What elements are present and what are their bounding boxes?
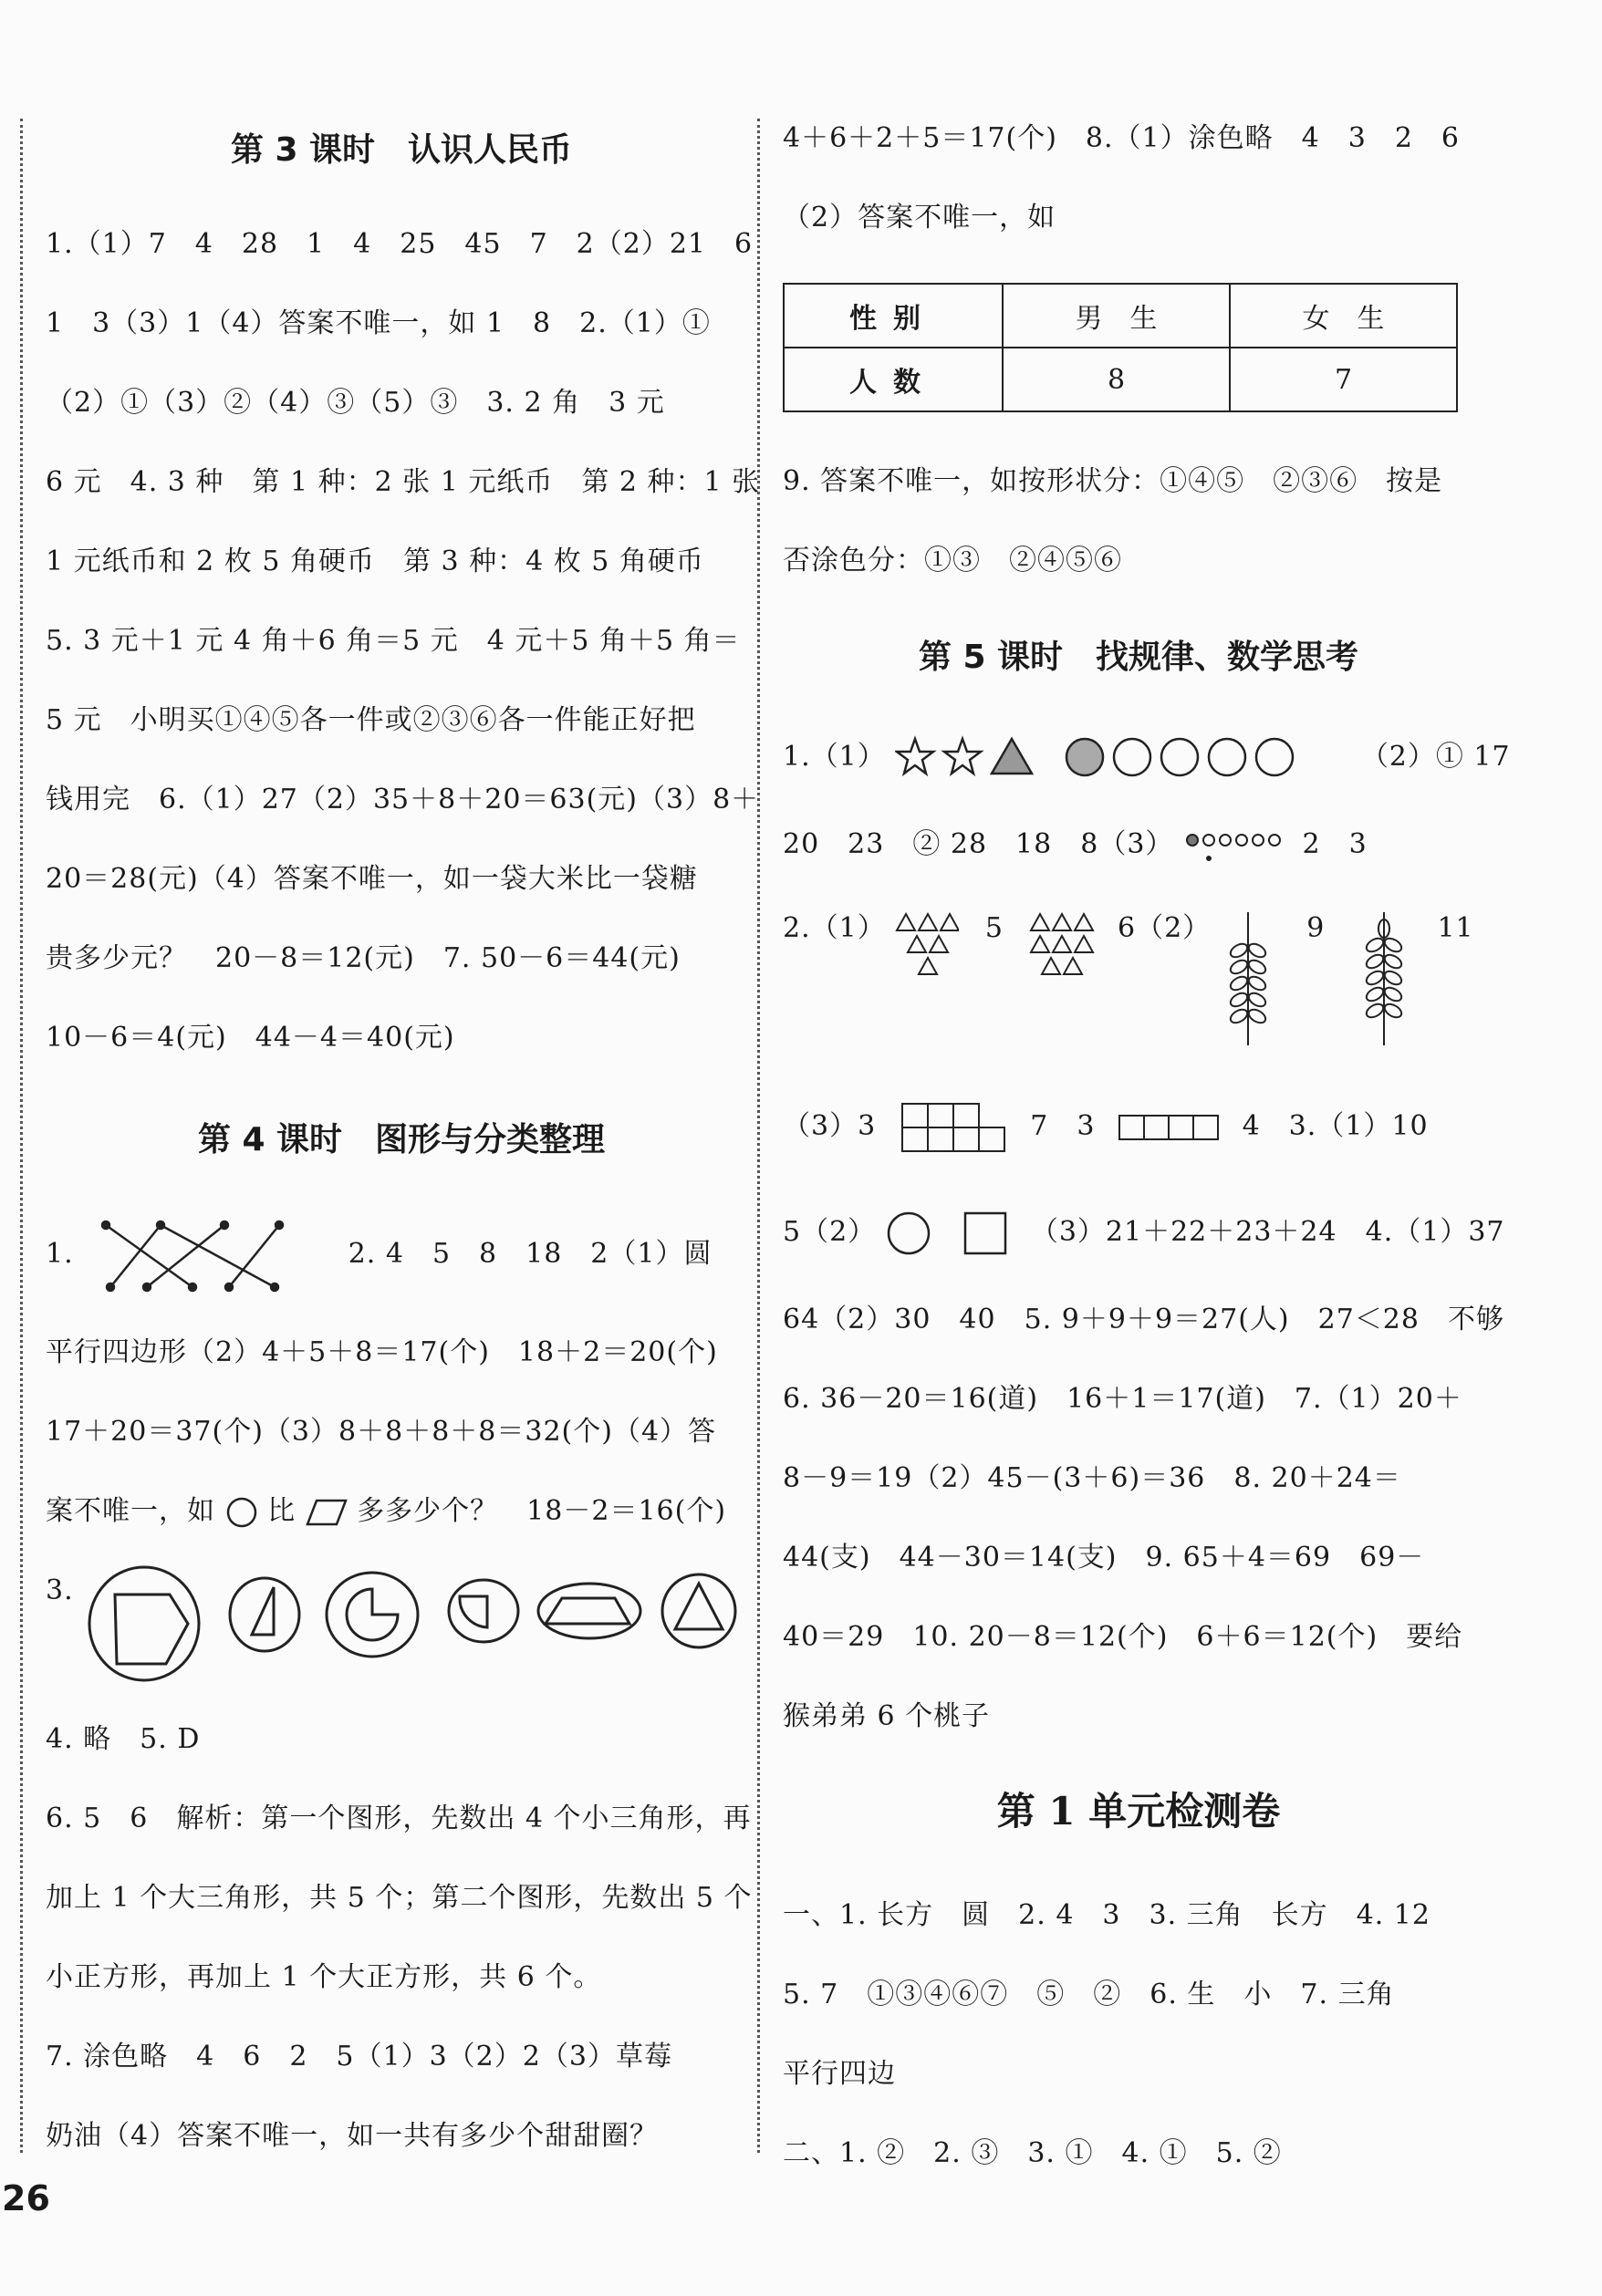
circle-answer-icon — [886, 1210, 931, 1256]
text-part: 5（2） — [783, 1216, 877, 1248]
answer-line: 贵多少元？ 20－8＝12(元) 7. 50－6＝44(元) — [46, 942, 681, 974]
column-divider — [757, 119, 760, 2153]
triangle-pattern-a-figure — [895, 910, 959, 983]
answer-line: （2）①（3）②（4）③（5）③ 3. 2 角 3 元 — [46, 387, 665, 419]
text-part: 20 23 ② 28 18 8（3） — [783, 828, 1174, 860]
answer-line: 否涂色分：①③ ②④⑤⑥ — [783, 545, 1122, 577]
answer-line-q1a — [783, 735, 1511, 781]
table-row — [784, 348, 1457, 411]
shapes-in-circles-figure — [82, 1558, 739, 1695]
grid-blocks-a-figure — [900, 1102, 1006, 1153]
bead-pattern-figure — [1183, 827, 1293, 864]
answer-line: 6. 36－20＝16(道) 16＋1＝17(道) 7.（1）20＋ — [783, 1383, 1462, 1415]
answer-line: 9. 答案不唯一，如按形状分：①④⑤ ②③⑥ 按是 — [783, 465, 1443, 497]
text-part: 案不唯一，如 — [46, 1495, 215, 1527]
text-part: 比 — [267, 1495, 296, 1527]
answer-line: 6. 5 6 解析：第一个图形，先数出 4 个小三角形，再 — [46, 1803, 752, 1834]
table-cell: 人数 — [784, 348, 1003, 411]
answer-line: 加上 1 个大三角形，共 5 个；第二个图形，先数出 5 个 — [46, 1882, 753, 1914]
left-margin-rule — [20, 119, 23, 2153]
answer-line: 44(支) 44－30＝14(支) 9. 65＋4＝69 69－ — [783, 1542, 1425, 1574]
q2-answers: 2. 4 5 8 18 2（1）圆 — [348, 1238, 713, 1270]
answer-line: 64（2）30 40 5. 9＋9＋9＝27(人) 27＜28 不够 — [783, 1304, 1504, 1335]
answer-line: 20＝28(元)（4）答案不唯一，如一袋大米比一袋糖 — [46, 863, 698, 895]
answer-line: 1.（1）7 4 28 1 4 25 45 7 2（2）21 6 — [46, 228, 754, 260]
text-part: 2 3 — [1302, 828, 1368, 860]
gender-count-table — [783, 283, 1458, 412]
answer-line: 7. 涂色略 4 6 2 5（1）3（2）2（3）草莓 — [46, 2041, 672, 2073]
answer-line: 小正方形，再加上 1 个大正方形，共 6 个。 — [46, 1961, 602, 1993]
answer-line: 5. 3 元＋1 元 4 角＋6 角＝5 元 4 元＋5 角＋5 角＝ — [46, 625, 741, 657]
answer-line: 4. 略 5. D — [46, 1723, 201, 1755]
lesson5-heading: 第 5 课时 找规律、数学思考 — [918, 639, 1359, 676]
answer-line-q3 — [783, 1210, 1505, 1256]
answer-line: 8－9＝19（2）45－(3＋6)＝36 8. 20＋24＝ — [783, 1462, 1401, 1494]
text-part: （3）21＋22＋23＋24 4.（1）37 — [1030, 1216, 1505, 1248]
answer-line: 17＋20＝37(个)（3）8＋8＋8＋8＝32(个)（4）答 — [46, 1416, 717, 1448]
triangle-pattern-b-figure — [1029, 910, 1095, 983]
text-part: 11 — [1437, 912, 1474, 944]
lesson3-heading: 第 3 课时 认识人民币 — [230, 131, 573, 169]
answer-line-q1b — [783, 826, 1368, 864]
table-cell: 性别 — [784, 284, 1003, 348]
table-cell: 女 生 — [1230, 284, 1457, 348]
page-number: 26 — [2, 2178, 50, 2218]
wheat-ear-a-icon — [1221, 910, 1275, 1047]
pattern-shapes-figure — [895, 735, 1351, 781]
answer-line: 平行四边 — [783, 2058, 896, 2090]
answer-line: 二、1. ② 2. ③ 3. ① 4. ① 5. ② — [783, 2137, 1282, 2169]
answer-line: 1 3（3）1（4）答案不唯一，如 1 8 2.（1）① — [46, 307, 711, 339]
text-part: 4 3.（1）10 — [1242, 1110, 1429, 1142]
text-part: 6（2） — [1118, 912, 1212, 944]
answer-line: 4＋6＋2＋5＝17(个) 8.（1）涂色略 4 3 2 6 — [783, 122, 1460, 154]
table-row — [784, 284, 1457, 348]
text-part: 2.（1） — [783, 912, 886, 944]
square-answer-icon — [962, 1210, 1008, 1256]
answer-line: 钱用完 6.（1）27（2）35＋8＋20＝63(元)（3）8＋ — [46, 784, 760, 816]
parallelogram-shape-icon — [306, 1497, 348, 1528]
table-cell: 8 — [1003, 348, 1230, 411]
grid-blocks-b-figure — [1118, 1114, 1220, 1141]
answer-line: 一、1. 长方 圆 2. 4 3 3. 三角 长方 4. 12 — [783, 1899, 1430, 1931]
text-part: 7 3 — [1030, 1110, 1096, 1142]
answer-line: （2）答案不唯一，如 — [783, 202, 1056, 234]
answer-line: 10－6＝4(元) 44－4＝40(元) — [46, 1022, 455, 1054]
text-part: 9 — [1306, 912, 1326, 944]
answer-line: 6 元 4. 3 种 第 1 种：2 张 1 元纸币 第 2 种：1 张 — [46, 466, 761, 498]
lesson4-heading: 第 4 课时 图形与分类整理 — [197, 1121, 606, 1158]
q3-number: 3. — [46, 1574, 74, 1606]
wheat-ear-b-icon — [1357, 910, 1411, 1047]
answer-line: 40＝29 10. 20－8＝12(个) 6＋6＝12(个) 要给 — [783, 1621, 1463, 1653]
answer-line-q2 — [783, 910, 1474, 1056]
answer-line: 1 元纸币和 2 枚 5 角硬币 第 3 种：4 枚 5 角硬币 — [46, 545, 704, 577]
answer-line-shapes — [46, 1493, 726, 1530]
answer-line: 5 元 小明买①④⑤各一件或②③⑥各一件能正好把 — [46, 704, 696, 736]
table-cell: 7 — [1230, 348, 1457, 411]
answer-line: 奶油（4）答案不唯一，如一共有多少个甜甜圈？ — [46, 2120, 659, 2152]
answer-line-q2c — [783, 1102, 1429, 1153]
text-part: （3）3 — [783, 1110, 877, 1142]
matching-lines-figure — [92, 1214, 329, 1296]
text-part: （2）① 17 — [1360, 741, 1511, 773]
q1-number: 1. — [46, 1238, 74, 1270]
answer-line: 猴弟弟 6 个桃子 — [783, 1700, 991, 1732]
unit-test-heading: 第 1 单元检测卷 — [996, 1789, 1281, 1834]
text-part: 1.（1） — [783, 741, 886, 773]
answer-line: 平行四边形（2）4＋5＋8＝17(个) 18＋2＝20(个) — [46, 1336, 718, 1368]
answer-line-q1 — [46, 1214, 713, 1296]
circle-shape-icon — [225, 1496, 258, 1529]
text-part: 多多少个？ 18－2＝16(个) — [357, 1495, 727, 1527]
text-part: 5 — [984, 912, 1004, 944]
table-cell: 男 生 — [1003, 284, 1230, 348]
answer-line: 5. 7 ①③④⑥⑦ ⑤ ② 6. 生 小 7. 三角 — [783, 1979, 1395, 2010]
